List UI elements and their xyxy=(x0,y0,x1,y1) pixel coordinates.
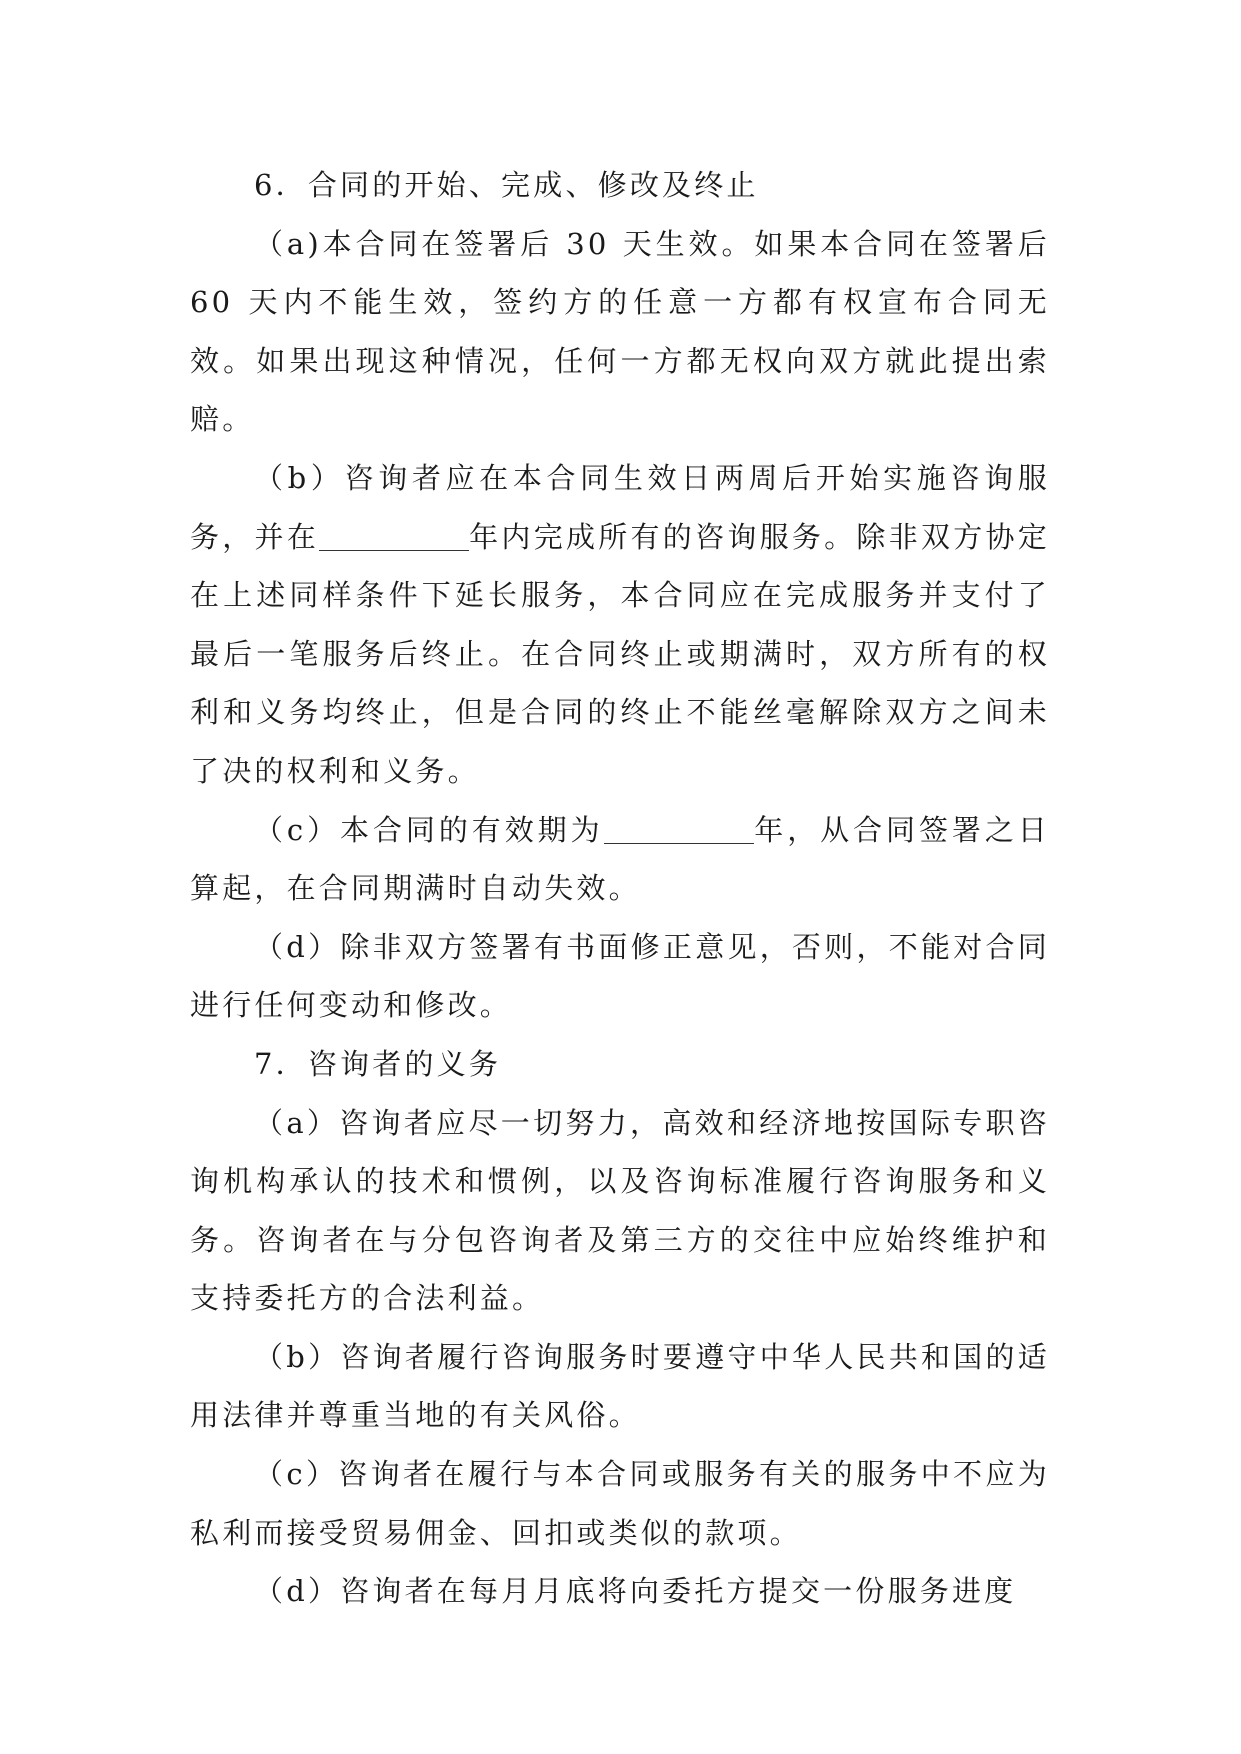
section-6-clause-b-text-end: 年内完成所有的咨询服务。除非双方协定在上述同样条件下延长服务，本合同应在完成服务并支付了最后一笔服务后终止。在合同终止或期满时，双方所有的权利和义务均终止，但是合同的终止不能丝毫解除双方之间未了决的权利和义务。 xyxy=(190,519,1050,788)
section-7-clause-d: （d）咨询者在每月月底将向委托方提交一份服务进度 xyxy=(254,1574,1017,1609)
section-7-clause-b: （b）咨询者履行咨询服务时要遵守中华人民共和国的适用法律并尊重当地的有关风俗。 xyxy=(190,1339,1050,1433)
fill-in-blank-years xyxy=(319,521,469,551)
section-6-clause-c-text-start: （c）本合同的有效期为 xyxy=(254,812,604,847)
section-6-clause-a: （a)本合同在签署后 30 天生效。如果本合同在签署后 60 天内不能生效，签约方的任意一方都有权宣布合同无效。如果出现这种情况，任何一方都无权向双方就此提出索赔。 xyxy=(190,226,1050,437)
section-6-clause-b-text-start: （b）咨询者应在本合同生效日两周后开始实施咨询服务，并在 xyxy=(190,460,1050,554)
section-7-clause-a: （a）咨询者应尽一切努力，高效和经济地按国际专职咨询机构承认的技术和惯例，以及咨询标准履行咨询服务和义务。咨询者在与分包咨询者及第三方的交往中应始终维护和支持委托方的合法利益。 xyxy=(190,1105,1050,1316)
section-6-clause-c xyxy=(190,801,1050,918)
section-7-clause-c: （c）咨询者在履行与本合同或服务有关的服务中不应为私利而接受贸易佣金、回扣或类似的款项。 xyxy=(190,1457,1050,1550)
section-6-heading: 6．合同的开始、完成、修改及终止 xyxy=(254,168,759,202)
section-6-clause-b xyxy=(190,449,1050,801)
document-body xyxy=(190,156,1050,1621)
section-7-heading: 7．咨询者的义务 xyxy=(254,1046,502,1081)
section-6-clause-c-text-end: 年，从合同签署之日算起，在合同期满时自动失效。 xyxy=(190,812,1050,906)
fill-in-blank-validity-years xyxy=(604,814,754,844)
section-6-clause-d: （d）除非双方签署有书面修正意见，否则，不能对合同进行任何变动和修改。 xyxy=(190,929,1050,1023)
